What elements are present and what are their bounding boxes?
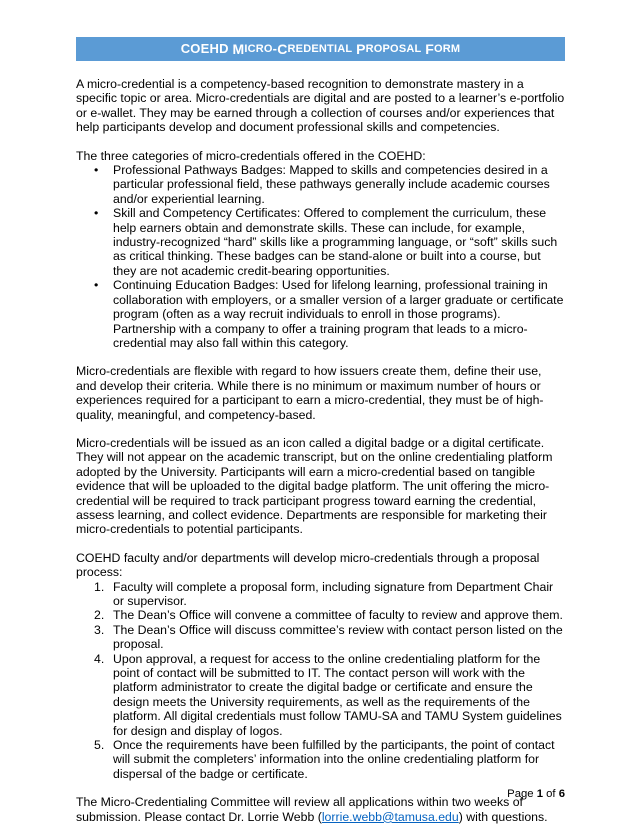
list-item <box>76 652 565 738</box>
title-p: P <box>356 40 366 57</box>
process-steps-list <box>76 580 565 782</box>
page-total: 6 <box>558 788 565 800</box>
list-item <box>76 278 565 350</box>
title-c: C <box>277 40 288 57</box>
list-item <box>76 738 565 781</box>
step-text: The Dean’s Office will discuss committee’s review with contact person listed on the proposal. <box>113 622 563 652</box>
list-item <box>76 206 565 278</box>
step-text: Once the requirements have been fulfilled by the participants, the point of contact will submit the completers’ information into the online credentialing platform for dispersal of the badge or certificate. <box>113 738 555 781</box>
list-item <box>76 608 565 622</box>
title-dash: - <box>272 40 278 56</box>
category-text: Skill and Competency Certificates: Offered to complement the curriculum, these help earners obtain and demonstrate skills. These can include, for example, industry-recognized “hard” skills like a programming language, or “soft” skills such as critical thinking. These badges can be stand-alone or built into a course, but they are not academic credit-bearing opportunities. <box>113 206 558 278</box>
contact-email-link[interactable]: lorrie.webb@tamusa.edu <box>321 809 459 824</box>
step-number: 3. <box>94 622 105 637</box>
page-label: Page <box>507 788 537 800</box>
list-item <box>76 623 565 652</box>
step-number: 4. <box>94 651 105 666</box>
of-label: of <box>543 788 559 800</box>
categories-lead: The three categories of micro-credentials offered in the COEHD: <box>76 148 426 163</box>
step-number: 5. <box>94 738 105 753</box>
page-footer <box>507 787 565 801</box>
list-item <box>76 580 565 609</box>
closing-text-start: The Micro-Credentialing Committee will review all applications within two weeks of submission. Please contact Dr. Lorrie Webb ( <box>76 795 523 824</box>
step-text: Faculty will complete a proposal form, including signature from Department Chair or supervisor. <box>113 579 554 608</box>
closing-paragraph <box>76 795 565 824</box>
title-coehd: COEHD <box>180 40 229 56</box>
process-lead: COEHD faculty and/or departments will develop micro-credentials through a proposal process: <box>76 550 540 580</box>
step-number: 2. <box>94 608 105 623</box>
bullet-icon: • <box>94 278 99 293</box>
bullet-icon: • <box>94 206 99 221</box>
title-roposal: ROPOSAL <box>365 42 422 55</box>
category-text: Continuing Education Badges: Used for lifelong learning, professional training in collaboration with employers, or a smaller version of a larger graduate or certificate program (often as a way recruit individuals to enroll in those programs). Partnership with a company to offer a training program that leads to a micro-credential may also fall within this category. <box>113 278 564 350</box>
flexible-paragraph: Micro-credentials are flexible with regard to how issuers create them, define their use, and develop their criteria. While there is no minimum or maximum number of hours or experiences required for a participant to earn a micro-credential, they must be of high-quality, meaningful, and competency-based. <box>76 364 544 422</box>
bullet-icon: • <box>94 163 99 178</box>
intro-paragraph: A micro-credential is a competency-based recognition to demonstrate mastery in a specific topic or area. Micro-credentials are digital and are posted to a learner’s e-portfolio or e-wallet. They may be earned through a collection of courses and/or experiences that help participants develop and document professional skills and competencies. <box>76 77 565 135</box>
document-page <box>76 37 565 824</box>
issued-paragraph: Micro-credentials will be issued as an icon called a digital badge or a digital certificate. They will not appear on the academic transcript, but on the online credentialing platform adopted by the University. Participants will earn a micro-credential based on tangible evidence that will be uploaded to the digital badge platform. The unit offering the micro-credential will be required to track participant progress toward earning the credential, assess learning, and collect evidence. Departments are responsible for marketing their micro-credentials to potential participants. <box>76 435 553 537</box>
title-m: M <box>232 40 245 57</box>
title-icro: ICRO <box>244 42 273 55</box>
category-text: Professional Pathways Badges: Mapped to skills and competencies desired in a particular professional field, these pathways generally include academic courses and/or experiential learning. <box>113 163 550 206</box>
title-f: F <box>425 40 434 57</box>
title-redential: REDENTIAL <box>287 42 353 55</box>
list-item <box>76 163 565 206</box>
title-orm: ORM <box>434 42 461 55</box>
step-text: Upon approval, a request for access to the online credentialing platform for the point of contact will be submitted to IT. The contact person will work with the platform administrator to create the digital badge or certificate and ensure the design meets the University requirements, as well as the requirements of the platform. All digital credentials must follow TAMU-SA and TAMU System guidelines for design and display of logos. <box>113 651 562 738</box>
form-title <box>76 37 565 61</box>
categories-list <box>76 163 565 350</box>
step-text: The Dean’s Office will convene a committee of faculty to review and approve them. <box>113 608 563 623</box>
closing-text-end: ) with questions. <box>458 809 548 824</box>
step-number: 1. <box>94 579 105 594</box>
page-number: 1 <box>536 788 543 800</box>
